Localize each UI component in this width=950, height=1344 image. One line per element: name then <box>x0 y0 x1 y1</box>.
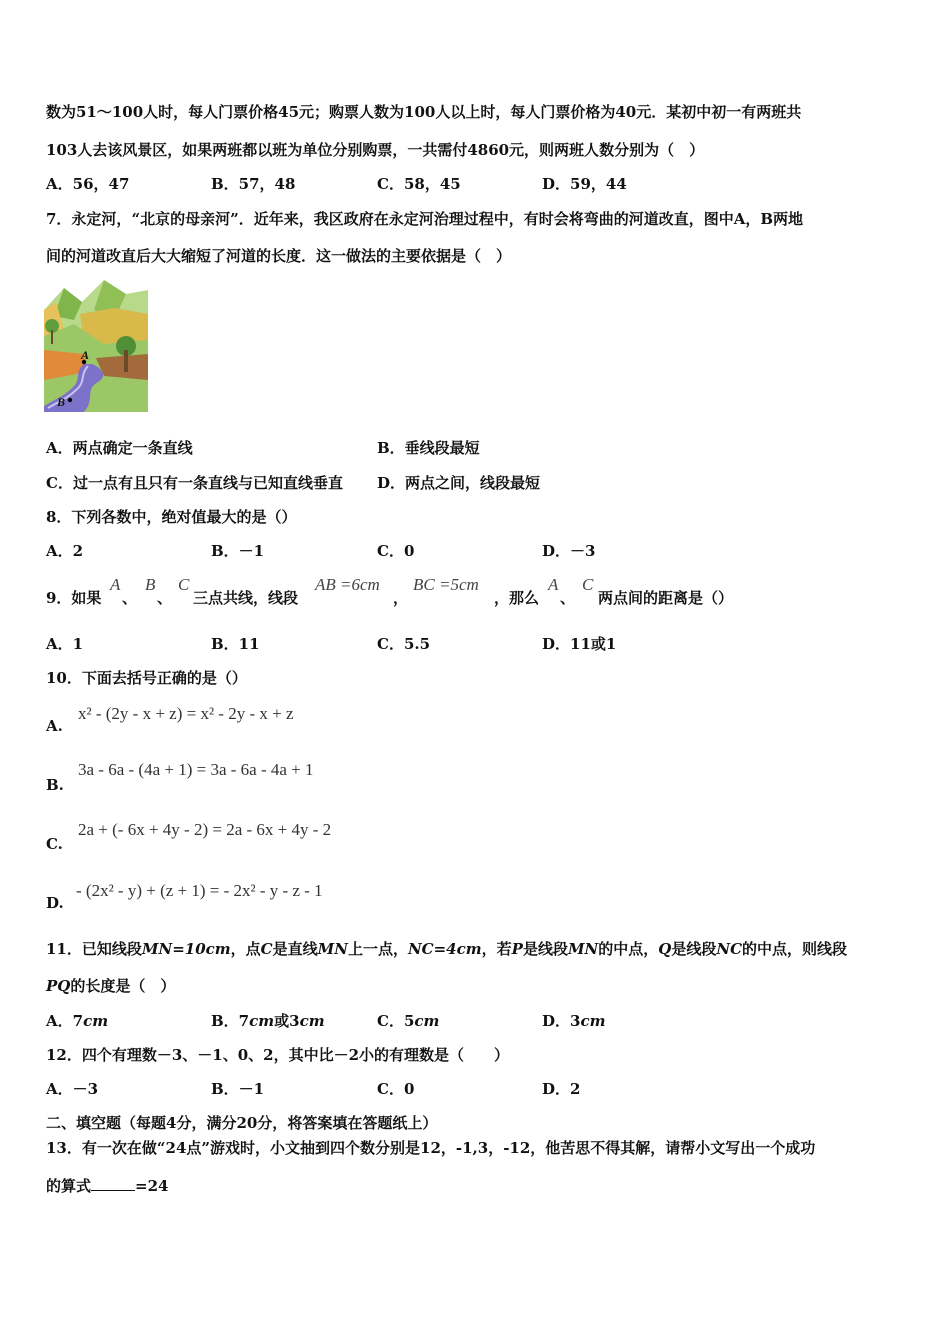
q9-mid-text: 三点共线，线段 <box>193 589 299 607</box>
q11-option-c: C．5cm <box>377 1012 440 1030</box>
section2-heading: 二、填空题（每题4分，满分20分，将答案填在答题纸上） <box>46 1114 438 1132</box>
q9-option-a: A．1 <box>46 635 84 653</box>
point-b-label: B <box>57 395 66 409</box>
river-landscape-figure <box>44 280 148 412</box>
q7-option-c: C．过一点有且只有一条直线与已知直线垂直 <box>46 474 343 492</box>
q9-option-b: B．11 <box>211 635 260 653</box>
q9-option-d: D．11或1 <box>542 635 617 653</box>
q9-point-a: A <box>110 575 121 594</box>
q10-option-b-expr: 3a - 6a - (4a + 1) = 3a - 6a - 4a + 1 <box>78 760 314 779</box>
q13-answer-blank[interactable] <box>91 1176 135 1191</box>
q8-option-a: A．2 <box>46 542 84 560</box>
q12-option-b: B．－1 <box>211 1080 265 1098</box>
q6-option-b: B．57，48 <box>211 175 296 193</box>
q9-bc-length: BC =5cm <box>413 575 479 594</box>
q9-comma: ， <box>393 589 409 607</box>
q7-option-a: A．两点确定一条直线 <box>46 439 193 457</box>
q8-text: 8．下列各数中，绝对值最大的是（） <box>46 508 297 526</box>
q6-option-a: A．56，47 <box>46 175 130 193</box>
q9-sep1: 、 <box>122 589 138 607</box>
q12-option-a: A．－3 <box>46 1080 99 1098</box>
q10-option-a-label: A. <box>46 717 63 735</box>
q9-sep3: 、 <box>560 589 576 607</box>
q11-option-a: A．7cm <box>46 1012 109 1030</box>
point-a-label: A <box>81 348 90 362</box>
q7-text-line1: 7．永定河，“北京的母亲河”．近年来，我区政府在永定河治理过程中，有时会将弯曲的河道改直，图中A，B两地 <box>46 210 804 228</box>
q13-text-line1: 13．有一次在做“24点”游戏时，小文抽到四个数分别是12，-1,3，-12，他苦思不得其解，请帮小文写出一个成功 <box>46 1139 816 1157</box>
q9-then: ，那么 <box>494 589 540 607</box>
q9-option-c: C．5.5 <box>377 635 431 653</box>
q7-option-d: D．两点之间，线段最短 <box>377 474 541 492</box>
q11-text-line2: PQ的长度是（ ） <box>46 977 176 995</box>
q12-text: 12．四个有理数－3、－1、0、2，其中比－2小的有理数是（ ） <box>46 1046 510 1064</box>
q11-option-b: B．7cm或3cm <box>211 1012 325 1030</box>
q6-option-d: D．59，44 <box>542 175 627 193</box>
q6-option-c: C．58，45 <box>377 175 461 193</box>
q13-text-line2: 的算式 =24 <box>46 1177 169 1195</box>
q6-text-line1: 数为51～100人时，每人门票价格45元；购票人数为100人以上时，每人门票价格为40元．某初中初一有两班共 <box>46 103 802 121</box>
q12-option-d: D．2 <box>542 1080 581 1098</box>
q9-point-c: C <box>178 575 190 594</box>
q10-option-d-expr: - (2x² - y) + (z + 1) = - 2x² - y - z - 1 <box>76 881 323 900</box>
q10-option-c-label: C. <box>46 835 63 853</box>
q12-option-c: C．0 <box>377 1080 415 1098</box>
q10-text: 10．下面去括号正确的是（） <box>46 669 247 687</box>
q6-text-line2: 103人去该风景区，如果两班都以班为单位分别购票，一共需付4860元，则两班人数分别为（ ） <box>46 141 705 159</box>
q9-point-b: B <box>145 575 156 594</box>
q10-option-c-expr: 2a + (- 6x + 4y - 2) = 2a - 6x + 4y - 2 <box>78 820 332 839</box>
q9-ab-length: AB =6cm <box>315 575 380 594</box>
q9-point-a2: A <box>548 575 559 594</box>
q9-point-c2: C <box>582 575 594 594</box>
q9-prefix: 9．如果 <box>46 589 102 607</box>
q8-option-c: C．0 <box>377 542 415 560</box>
q10-option-a-expr: x² - (2y - x + z) = x² - 2y - x + z <box>78 704 294 723</box>
q11-text-line1: 11．已知线段MN=10cm，点C是直线MN上一点，NC=4cm，若P是线段MN的中点，Q是线段NC的中点，则线段 <box>46 940 848 958</box>
q8-option-d: D．－3 <box>542 542 596 560</box>
q9-suffix: 两点间的距离是（） <box>598 589 734 607</box>
q7-text-line2: 间的河道改直后大大缩短了河道的长度．这一做法的主要依据是（ ） <box>46 247 512 265</box>
q10-option-d-label: D. <box>46 894 64 912</box>
q11-option-d: D．3cm <box>542 1012 606 1030</box>
q9-sep2: 、 <box>157 589 173 607</box>
q8-option-b: B．－1 <box>211 542 265 560</box>
q7-option-b: B．垂线段最短 <box>377 439 480 457</box>
q10-option-b-label: B. <box>46 776 64 794</box>
